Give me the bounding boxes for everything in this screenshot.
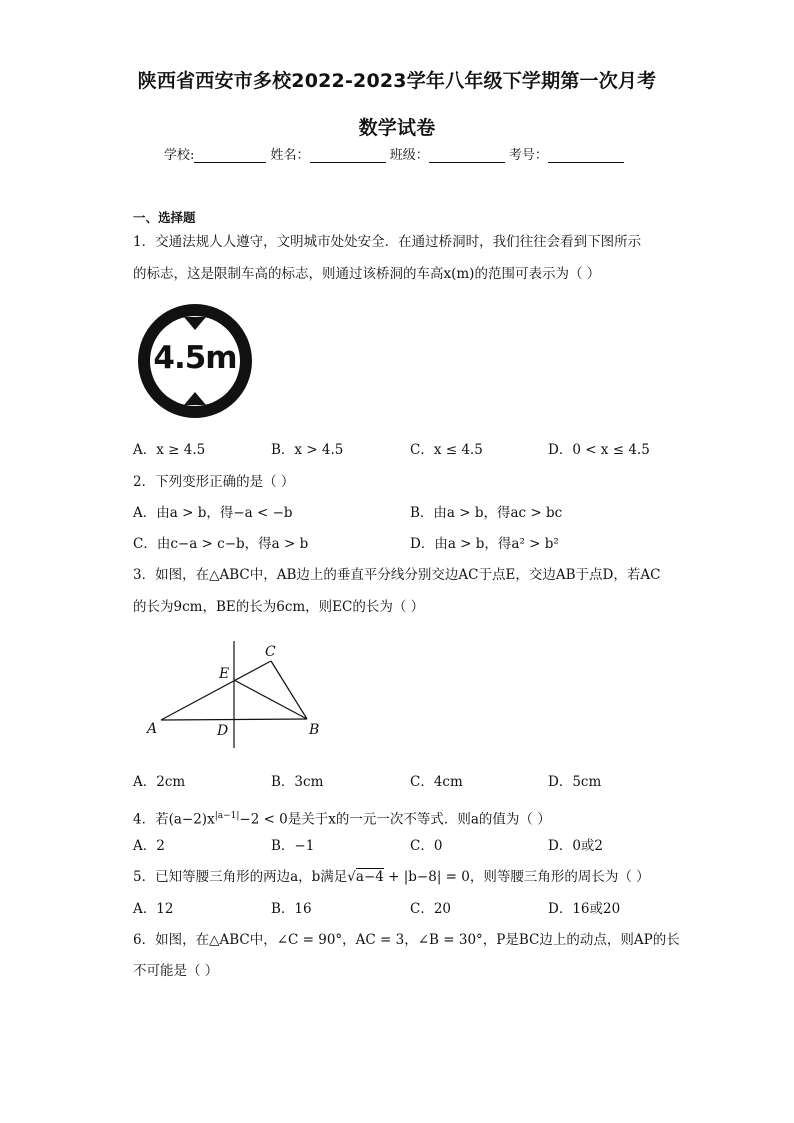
question-3-stem-line2: 的长为9cm，BE的长为6cm，则EC的长为（ ） (133, 599, 425, 615)
question-4-stem (133, 806, 551, 830)
question-2-option-b[interactable]: B．由a > b，得ac > bc (410, 505, 563, 521)
segment-eb (234, 680, 307, 719)
section-heading: 一、选择题 (133, 210, 196, 225)
question-4-option-b[interactable]: B．−1 (271, 838, 315, 854)
question-5-radicand: a−4 (355, 869, 384, 885)
question-5-option-c[interactable]: C．20 (410, 901, 452, 917)
point-label-c: C (265, 644, 276, 660)
question-3-option-b[interactable]: B．3cm (271, 774, 324, 790)
question-2-stem: 2．下列变形正确的是（ ） (133, 474, 295, 490)
question-5-stem-post: + |b−8| = 0，则等腰三角形的周长为（ ） (383, 869, 650, 885)
question-1-stem-line2: 的标志，这是限制车高的标志，则通过该桥洞的车高x(m)的范围可表示为（ ） (133, 266, 601, 282)
page-subtitle: 数学试卷 (358, 117, 436, 139)
question-4-option-d[interactable]: D．0或2 (548, 838, 604, 854)
question-1-option-c[interactable]: C．x ≤ 4.5 (410, 442, 483, 458)
question-3-stem-line1: 3．如图，在△ABC中，AB边上的垂直平分线分别交边AC于点E，交边AB于点D，若AC (133, 567, 661, 583)
question-2-option-d[interactable]: D．由a > b，得a² > b² (410, 536, 559, 552)
question-1-stem-line1: 1．交通法规人人遵守，文明城市处处安全．在通过桥洞时，我们往往会看到下图所示 (133, 234, 642, 250)
name-label: 姓名： (270, 148, 310, 163)
question-3-option-d[interactable]: D．5cm (548, 774, 602, 790)
question-2-option-a[interactable]: A．由a > b，得−a < −b (133, 505, 293, 521)
question-5-stem (133, 867, 650, 887)
question-1-option-a[interactable]: A．x ≥ 4.5 (133, 442, 206, 458)
question-5-option-a[interactable]: A．12 (133, 901, 174, 917)
point-label-e: E (219, 666, 230, 682)
question-4-stem-pre: 4．若(a−2)x (133, 811, 215, 828)
school-label: 学校: (164, 148, 195, 163)
question-5-stem-pre: 5．已知等腰三角形的两边a，b满足 (133, 869, 348, 885)
class-label: 班级： (389, 148, 429, 163)
question-4-option-c[interactable]: C．0 (410, 838, 443, 854)
question-2-option-c[interactable]: C．由c−a > c−b，得a > b (133, 536, 309, 552)
point-label-a: A (147, 721, 158, 737)
question-4-stem-post: −2 < 0是关于x的一元一次不等式．则a的值为（ ） (239, 811, 551, 828)
question-1-option-b[interactable]: B．x > 4.5 (271, 442, 344, 458)
question-5-option-d[interactable]: D．16或20 (548, 901, 621, 917)
question-3-option-c[interactable]: C．4cm (410, 774, 463, 790)
question-6-stem-line1: 6．如图，在△ABC中，∠C = 90°，AC = 3，∠B = 30°，P是BC边上的动点，则AP的长 (133, 932, 680, 948)
sign-text: 4.5m (153, 340, 237, 376)
sqrt-icon: √ (347, 869, 356, 885)
number-label: 考号： (508, 148, 548, 163)
question-1-option-d[interactable]: D．0 < x ≤ 4.5 (548, 442, 650, 458)
point-label-d: D (217, 723, 229, 739)
question-5-option-b[interactable]: B．16 (271, 901, 312, 917)
page-title: 陕西省西安市多校2022-2023学年八年级下学期第一次月考 (137, 70, 657, 92)
question-6-stem-line2: 不可能是（ ） (133, 963, 219, 979)
point-label-b: B (309, 722, 320, 738)
segment-cb (271, 661, 307, 719)
question-4-exponent: |a−1| (214, 811, 240, 821)
question-4-option-a[interactable]: A．2 (133, 838, 165, 854)
question-3-option-a[interactable]: A．2cm (133, 774, 186, 790)
